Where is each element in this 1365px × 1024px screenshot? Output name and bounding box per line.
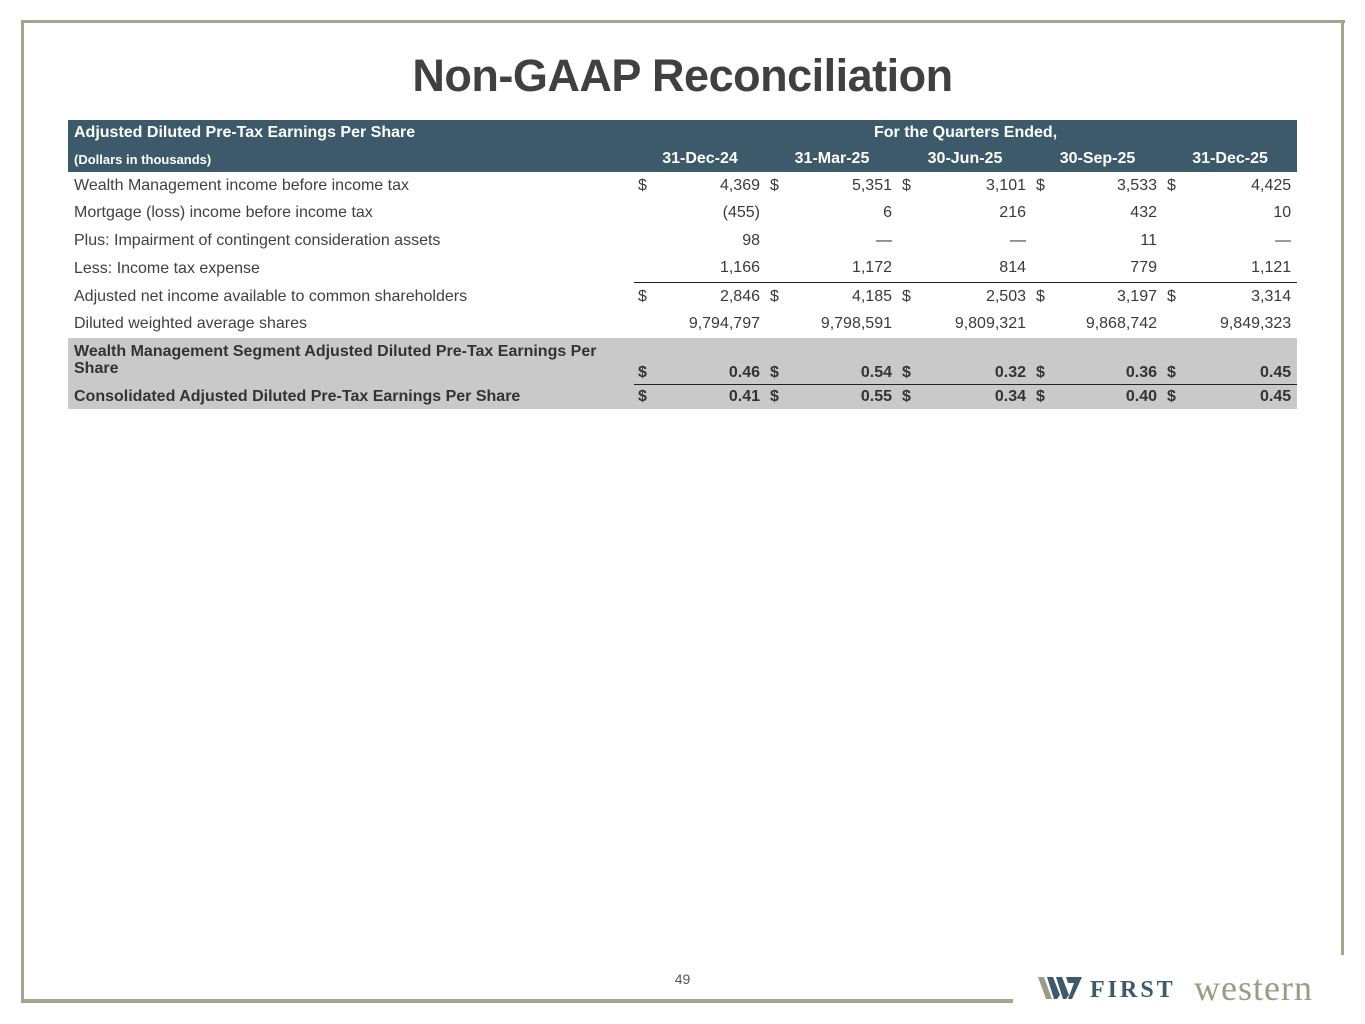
page-title: Non-GAAP Reconciliation bbox=[412, 50, 953, 101]
row-label: Adjusted net income available to common shareholders bbox=[74, 287, 468, 305]
dollar-sign: $ bbox=[898, 338, 922, 385]
cell-value: 3,533 bbox=[1116, 176, 1157, 194]
cell-value: 3,197 bbox=[1056, 283, 1163, 311]
dollar-sign: $ bbox=[1163, 338, 1187, 385]
frame-bottom-border bbox=[21, 999, 1013, 1003]
dollar-sign: $ bbox=[766, 385, 790, 410]
dollar-sign: $ bbox=[902, 176, 911, 194]
row-label: Less: Income tax expense bbox=[74, 259, 260, 277]
cell-value: 3,101 bbox=[985, 176, 1026, 194]
row-label: Plus: Impairment of contingent consideration assets bbox=[74, 231, 441, 249]
table-header-title: Adjusted Diluted Pre-Tax Earnings Per Share bbox=[68, 120, 634, 146]
cell-value: 9,798,591 bbox=[820, 315, 892, 333]
cell-value: 0.36 bbox=[1056, 338, 1163, 385]
cell-value: 9,794,797 bbox=[688, 315, 760, 333]
period-header: For the Quarters Ended, bbox=[634, 120, 1297, 146]
cell-value: 9,868,742 bbox=[1085, 315, 1157, 333]
table-header-row bbox=[68, 120, 1297, 146]
table-row bbox=[68, 255, 1297, 283]
table-column-header-row bbox=[68, 146, 1297, 172]
cell-value: 0.32 bbox=[922, 338, 1032, 385]
dollar-sign: $ bbox=[898, 283, 922, 311]
dollar-sign: $ bbox=[634, 385, 658, 410]
cell-value: 6 bbox=[883, 204, 892, 222]
dollar-sign: $ bbox=[1163, 283, 1187, 311]
cell-value: 0.41 bbox=[658, 385, 766, 410]
cell-value: 0.40 bbox=[1056, 385, 1163, 410]
logo-western-text: western bbox=[1194, 968, 1313, 1008]
column-header: 30-Jun-25 bbox=[898, 146, 1032, 172]
logo-first-text: FIRST bbox=[1090, 977, 1176, 1003]
frame-left-border bbox=[21, 20, 24, 1003]
table-row bbox=[68, 283, 1297, 311]
cell-value: — bbox=[1275, 231, 1292, 249]
row-label: Consolidated Adjusted Diluted Pre-Tax Earnings Per Share bbox=[68, 385, 634, 410]
cell-value: 0.46 bbox=[658, 338, 766, 385]
cell-value: 432 bbox=[1130, 204, 1157, 222]
table-row-highlight bbox=[68, 338, 1297, 385]
table-row-highlight bbox=[68, 385, 1297, 410]
cell-value: 10 bbox=[1273, 204, 1292, 222]
dollar-sign: $ bbox=[1036, 176, 1045, 194]
cell-value: 814 bbox=[999, 259, 1026, 277]
cell-value: 4,185 bbox=[790, 283, 898, 311]
cell-value: 1,172 bbox=[851, 259, 892, 277]
row-label: Wealth Management Segment Adjusted Diluted Pre-Tax Earnings Per Share bbox=[68, 338, 634, 385]
dollar-sign: $ bbox=[1163, 385, 1187, 410]
cell-value: 0.55 bbox=[790, 385, 898, 410]
cell-value: 0.54 bbox=[790, 338, 898, 385]
cell-value: 216 bbox=[999, 204, 1026, 222]
row-label: Wealth Management income before income tax bbox=[74, 176, 409, 194]
cell-value: — bbox=[876, 231, 892, 249]
reconciliation-table bbox=[68, 120, 1297, 409]
cell-value: 1,121 bbox=[1251, 259, 1292, 277]
dollar-sign: $ bbox=[1167, 176, 1176, 194]
dollar-sign: $ bbox=[1032, 338, 1056, 385]
dollar-sign: $ bbox=[634, 283, 658, 311]
column-header: 31-Dec-24 bbox=[634, 146, 766, 172]
dollar-sign: $ bbox=[898, 385, 922, 410]
cell-value: 0.45 bbox=[1187, 385, 1297, 410]
frame-right-border bbox=[1341, 20, 1344, 955]
row-label: Mortgage (loss) income before income tax bbox=[74, 204, 373, 222]
cell-value: 11 bbox=[1140, 231, 1157, 249]
logo-w-mark-icon bbox=[1038, 975, 1082, 1001]
column-header: 30-Sep-25 bbox=[1032, 146, 1163, 172]
page-number: 49 bbox=[674, 971, 691, 987]
dollar-sign: $ bbox=[1032, 385, 1056, 410]
column-header: 31-Mar-25 bbox=[766, 146, 898, 172]
dollar-sign: $ bbox=[634, 338, 658, 385]
dollar-sign: $ bbox=[770, 176, 779, 194]
dollar-sign: $ bbox=[638, 176, 647, 194]
row-label: Diluted weighted average shares bbox=[74, 315, 308, 333]
cell-value: 1,166 bbox=[719, 259, 760, 277]
frame-top-border bbox=[21, 20, 1345, 23]
cell-value: 9,849,323 bbox=[1219, 315, 1292, 333]
table-row bbox=[68, 227, 1297, 255]
cell-value: 2,846 bbox=[658, 283, 766, 311]
table-row bbox=[68, 200, 1297, 228]
cell-value: 4,369 bbox=[719, 176, 760, 194]
dollar-sign: $ bbox=[766, 338, 790, 385]
cell-value: 4,425 bbox=[1251, 176, 1292, 194]
dollar-sign: $ bbox=[1032, 283, 1056, 311]
cell-value: — bbox=[1010, 231, 1026, 249]
cell-value: 9,809,321 bbox=[954, 315, 1026, 333]
units-note: (Dollars in thousands) bbox=[68, 146, 634, 172]
cell-value: 2,503 bbox=[922, 283, 1032, 311]
dollar-sign: $ bbox=[766, 283, 790, 311]
cell-value: 0.34 bbox=[922, 385, 1032, 410]
column-header: 31-Dec-25 bbox=[1163, 146, 1297, 172]
cell-value: 5,351 bbox=[851, 176, 892, 194]
cell-value: 3,314 bbox=[1187, 283, 1297, 311]
cell-value: 779 bbox=[1130, 259, 1157, 277]
cell-value: (455) bbox=[722, 204, 760, 222]
cell-value: 98 bbox=[742, 231, 760, 249]
cell-value: 0.45 bbox=[1187, 338, 1297, 385]
table-row bbox=[68, 172, 1297, 200]
table-row bbox=[68, 311, 1297, 339]
